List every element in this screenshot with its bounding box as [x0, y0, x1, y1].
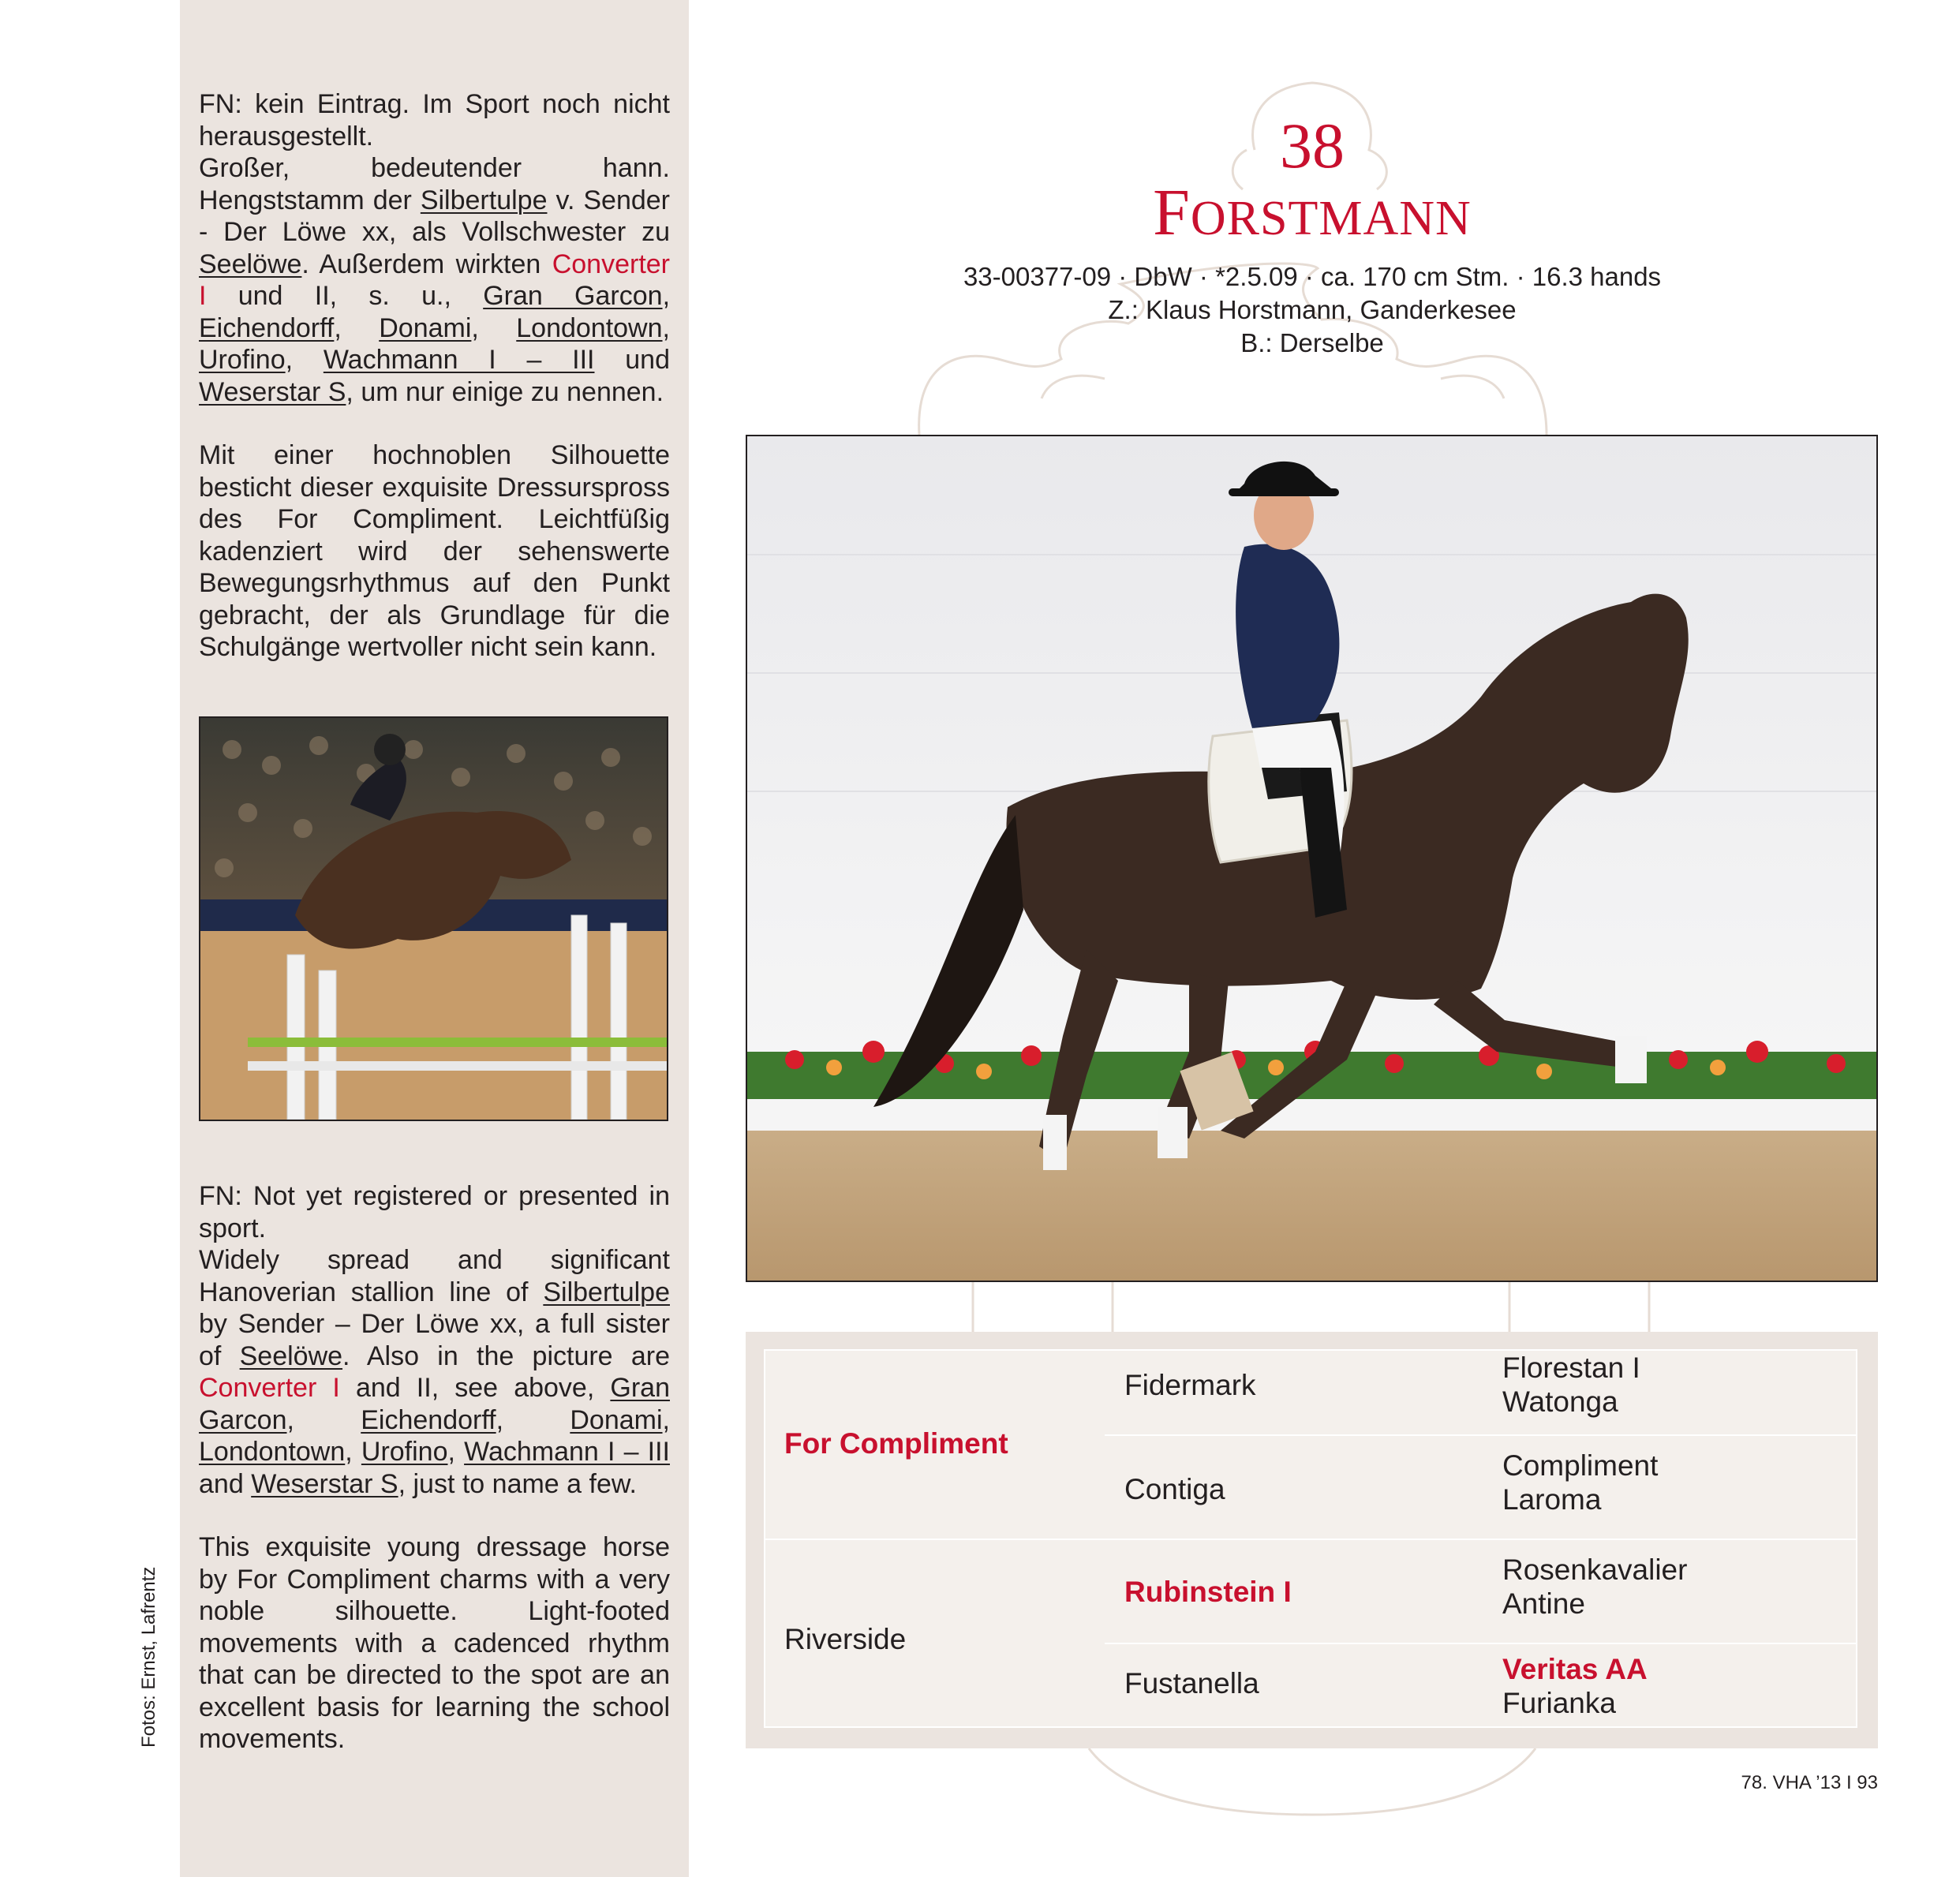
link-gran-garcon-en[interactable]: Gran Garcon [199, 1373, 670, 1435]
pedigree-ssd: Watonga [1502, 1385, 1618, 1418]
pedigree-dam-sire: Rubinstein I [1124, 1576, 1292, 1608]
breeder-line: Z.: Klaus Horstmann, Ganderkesee [1108, 295, 1517, 324]
pedigree-sss: Florestan I [1502, 1352, 1640, 1384]
link-urofino[interactable]: Urofino [199, 345, 286, 375]
link-weserstar-en[interactable]: Weserstar S [251, 1468, 398, 1499]
pedigree-dss: Rosenkavalier [1502, 1554, 1688, 1586]
photo-credit: Fotos: Ernst, Lafrentz [138, 1566, 159, 1748]
pedigree-sire: For Compliment [784, 1427, 1008, 1460]
horse-details: 33-00377-09 · DbW · *2.5.09 · ca. 170 cm Stm. · 16.3 hands [963, 262, 1662, 291]
english-paragraph-2: This exquisite young dressage horse by For Compliment charms with a very noble silhouette. Light-footed movements with a cadenced rhythm that can be directed to the spot are an excellent basis for learning the school movements. [199, 1532, 670, 1754]
divider-lower [1105, 1643, 1856, 1644]
divider-upper [1105, 1434, 1856, 1436]
link-seeloewe-en[interactable]: Seelöwe [239, 1340, 343, 1371]
pedigree-dam-dam: Fustanella [1124, 1667, 1259, 1699]
highlight-converter: Converter I [199, 249, 670, 311]
highlight-converter-en: Converter I [199, 1373, 340, 1403]
page-footer: 78. VHA ’13 I 93 [1741, 1772, 1878, 1793]
german-paragraph-2: Mit einer hochnoblen Silhouette besticht dieser exquisite Dressurspross des For Compliment. Leichtfüßig kadenziert wird der sehenswerte Bewegungsrhythmus auf den Punkt gebracht, der als Grundlage für die Schulgänge wertvoller nicht sein kann. [199, 440, 670, 662]
link-urofino-en[interactable]: Urofino [361, 1437, 448, 1467]
horse-name: FORSTMANN [1153, 176, 1472, 249]
dressage-horse-photo [746, 435, 1878, 1282]
link-londontown-en[interactable]: Londontown [199, 1437, 346, 1467]
link-londontown[interactable]: Londontown [516, 312, 663, 343]
link-donami[interactable]: Donami [379, 312, 472, 343]
link-seeloewe[interactable]: Seelöwe [199, 249, 302, 279]
divider-main [765, 1539, 1856, 1540]
pedigree-dsd: Antine [1502, 1587, 1585, 1620]
link-gran-garcon[interactable]: Gran Garcon [483, 281, 663, 311]
english-paragraph-1: FN: Not yet registered or presented in sport. Widely spread and significant Hanoverian stallion line of Silbertulpe by Sender – Der Löwe xx, a full sister of Seelöwe. Also in the picture are Converter I and II, see above, Gran Garcon, Eichendorff, Donami, Londontown, Urofino, Wachmann I – III and Weserstar S, just to name a few. [199, 1181, 670, 1499]
pedigree-sire-sire: Fidermark [1124, 1369, 1256, 1401]
link-silbertulpe[interactable]: Silbertulpe [420, 185, 548, 215]
owner-line: B.: Derselbe [1240, 328, 1384, 357]
pedigree-ddd: Furianka [1502, 1687, 1616, 1719]
link-wachmann[interactable]: Wachmann I – III [323, 345, 595, 375]
lot-number: 38 [1280, 110, 1345, 181]
pedigree-sire-dam: Contiga [1124, 1473, 1225, 1505]
link-donami-en[interactable]: Donami [570, 1404, 663, 1435]
pedigree-sdd: Laroma [1502, 1483, 1602, 1516]
pedigree-table [764, 1349, 1857, 1728]
pedigree-dam: Riverside [784, 1623, 907, 1655]
link-weserstar[interactable]: Weserstar S [199, 376, 346, 407]
pedigree-dds: Veritas AA [1502, 1653, 1648, 1685]
pedigree-sds: Compliment [1502, 1449, 1659, 1482]
english-text [199, 1180, 670, 1755]
link-wachmann-en[interactable]: Wachmann I – III [464, 1437, 670, 1467]
german-paragraph-1: FN: kein Eintrag. Im Sport noch nicht herausgestellt. Großer, bedeutender hann. Hengststamm der Silbertulpe v. Sender - Der Löwe xx, als Vollschwester zu Seelöwe. Außerdem wirkten Converter I und II, s. u., Gran Garcon, Eichendorff, Donami, Londontown, Urofino, Wachmann I – III und Weserstar S, um nur einige zu nennen. [199, 89, 671, 407]
link-eichendorff[interactable]: Eichendorff [199, 312, 335, 343]
link-silbertulpe-en[interactable]: Silbertulpe [543, 1277, 670, 1307]
show-jumping-photo [199, 716, 668, 1121]
link-eichendorff-en[interactable]: Eichendorff [361, 1404, 496, 1435]
german-text [199, 88, 670, 664]
